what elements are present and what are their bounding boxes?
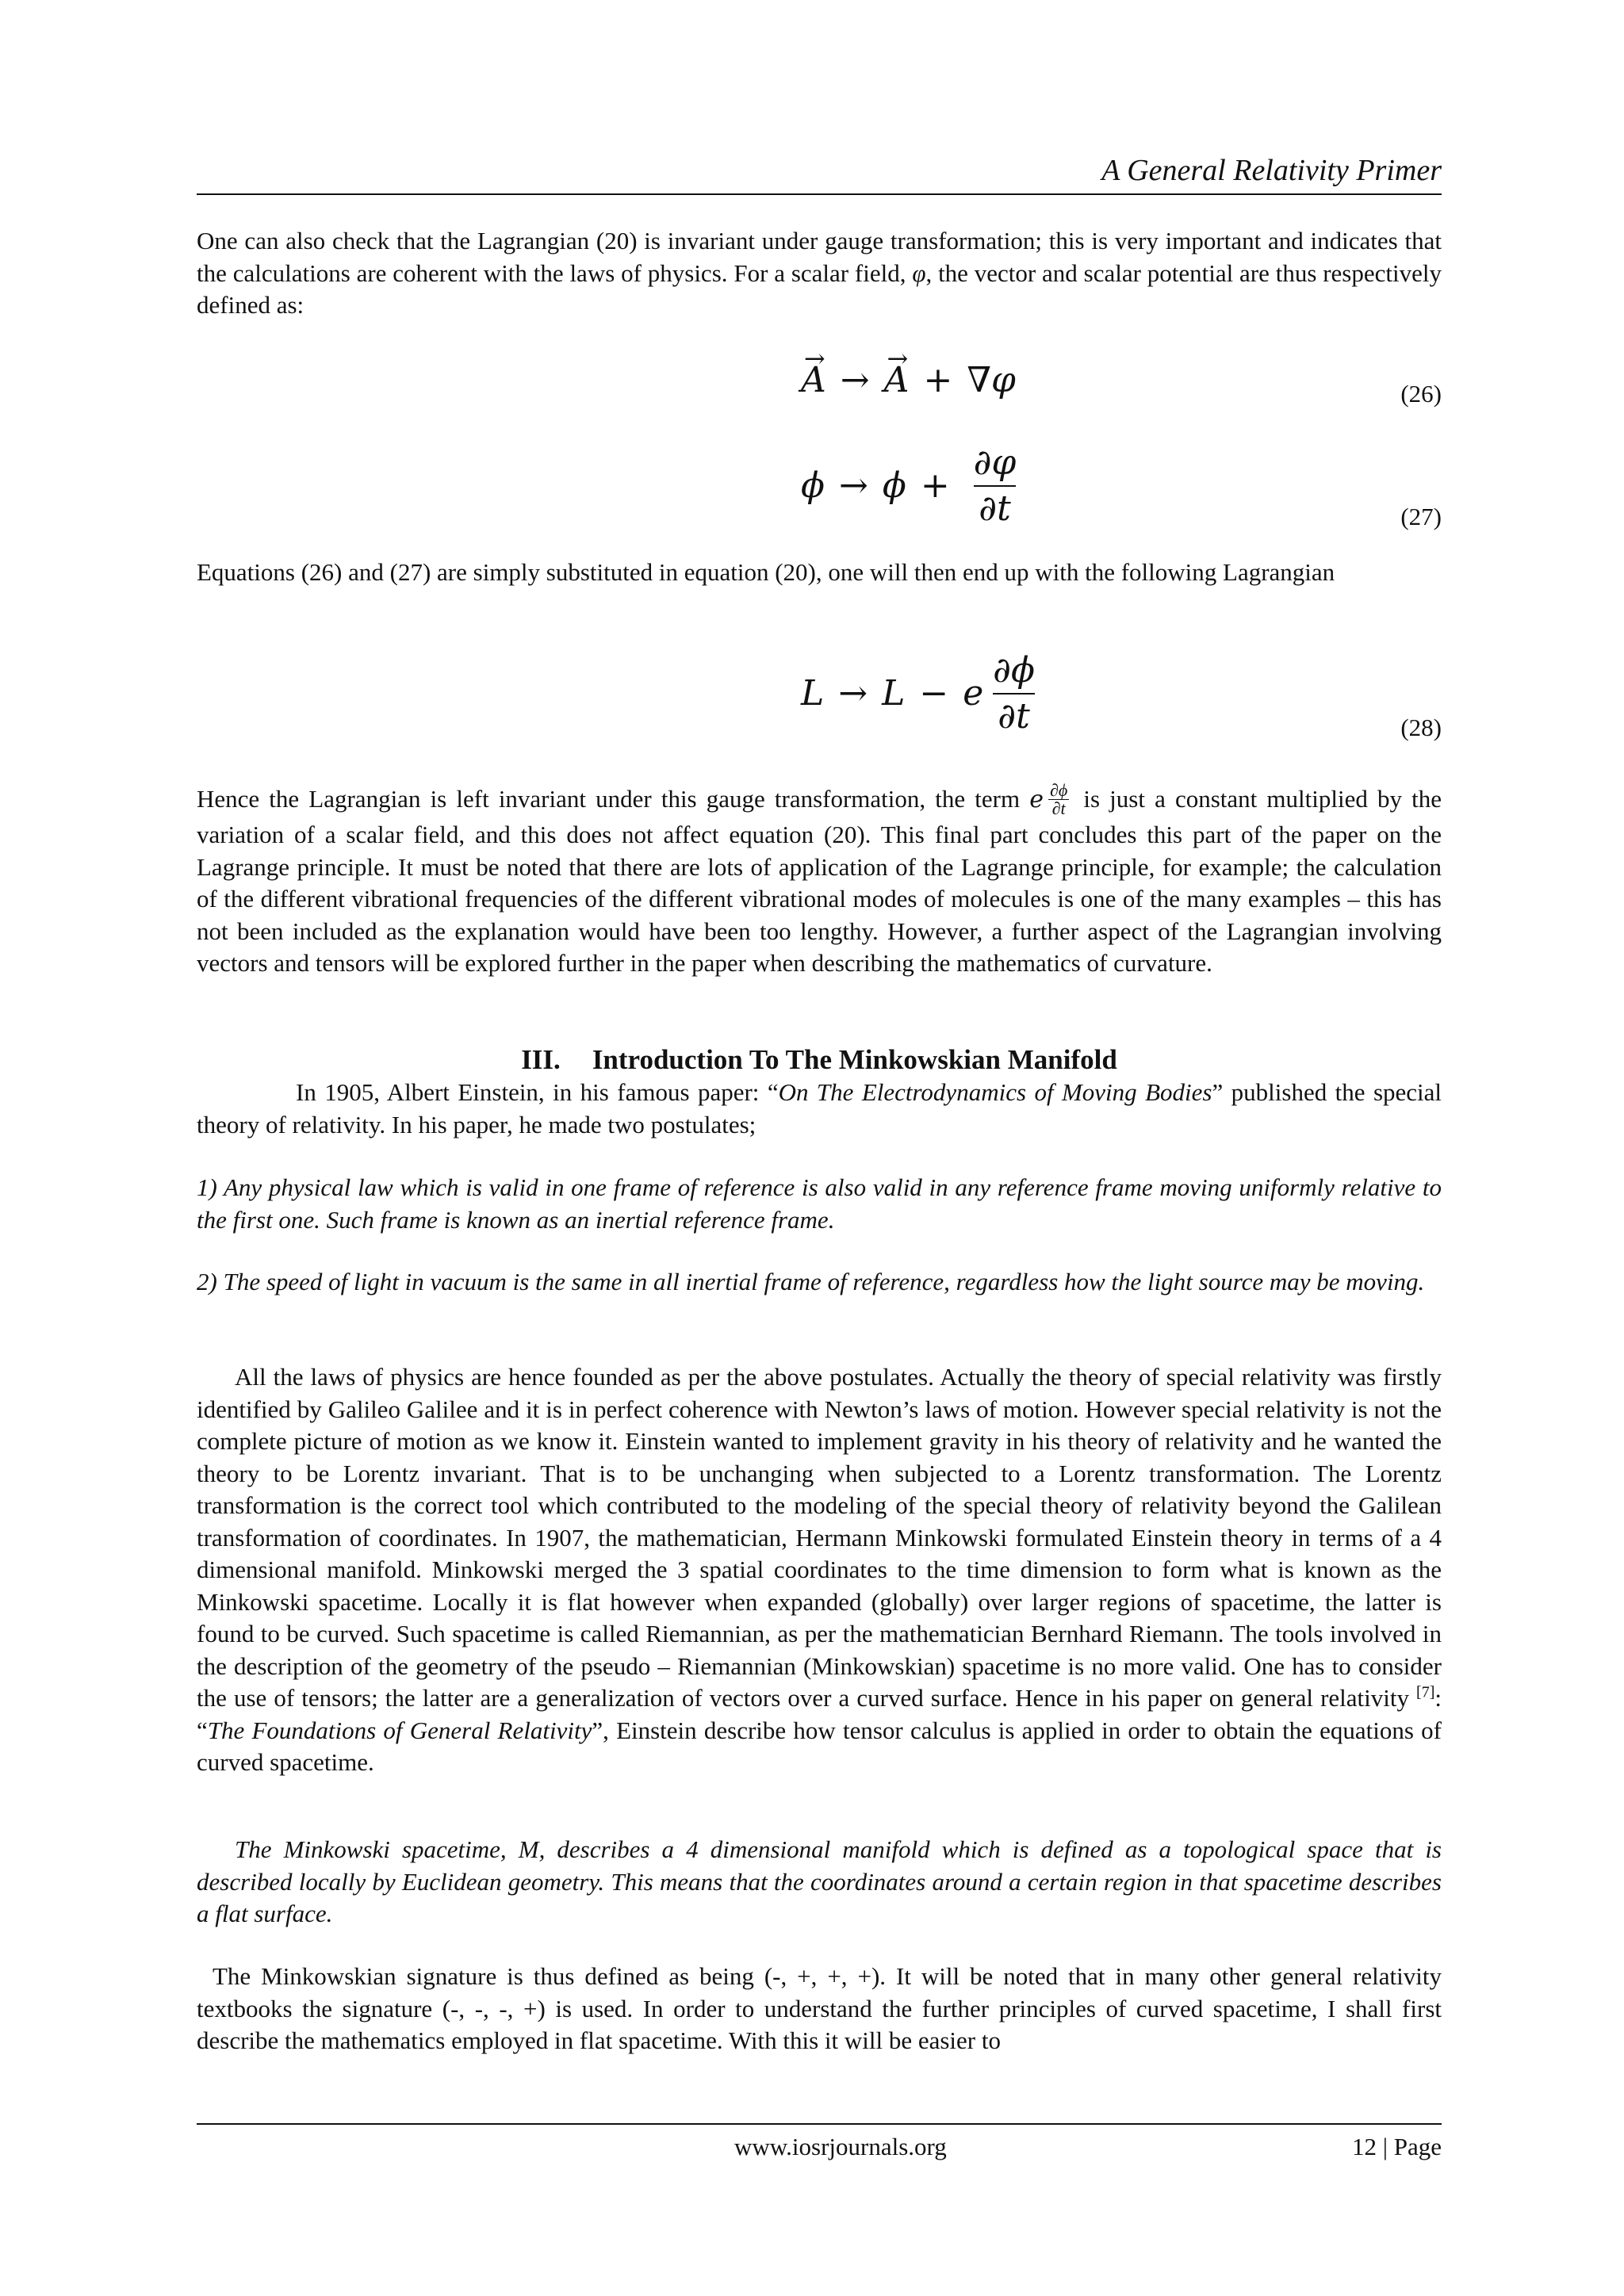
postulate-two: 2) The speed of light in vacuum is the same in all inertial frame of reference, regardless how the light source may be moving. (197, 1268, 1425, 1295)
footer-website: www.iosrjournals.org (734, 2133, 947, 2160)
section-heading: III. Introduction To The Minkowskian Manifold (521, 1044, 1117, 1075)
document-page: A General Relativity Primer One can also check that the Lagrangian (20) is invariant under gauge transformation; this is very important and indicates that the calculations are coherent with the laws of physics. For a scalar field, φ, the vector and scalar potential are thus respectively defined as: → A → → A + ∇φ (26) ϕ → ϕ + $\frac{\partial\varphi}{\partial t}$ (27) Equations (26) and (27) are simply substituted in equation (20), one will then end up with the following Lagrangian L → L − e $\frac{\partial\phi}{\partial t}$ (28) Hence the Lagrangian is left invariant under this gauge transformation, the term e $\frac{\partial\phi}{\partial t}$ is just a constant multiplied by the variation of a scalar field, and this does not affect equation (20). This final part concludes this part of the paper on the Lagrange principle. It must be noted that there are lots of application of the Lagrange principle, for example; the calculation of the different vibrational frequencies of the different vibrational modes of molecules is one of the many examples – this has not been included as the explanation would have been too lengthy. However, a further aspect of the Lagrangian involving vectors and tensors will be explored further in the paper when describing the mathematics of curvature. III. Introduction To The Minkowskian Manifold In 1905, Albert Einstein, in his famous paper: “On The Electrodynamics of Moving Bodies” published the special theory of relativity. In his paper, he made two postulates; 1) Any physical law which is valid in one frame of reference is also valid in any reference frame moving uniformly relative to the first one. Such frame is known as an inertial reference frame. 2) The speed of light in vacuum is the same in all inertial frame of reference, regardless how the light source may be moving. All the laws of physics are hence founded as per the above postulates. Actually the theory of special relativity was firstly identified by Galileo Galilee and it is in perfect coherence with Newton’s laws of motion. However special relativity is not the complete picture of motion as we know it. Einstein wanted to implement gravity in his theory of relativity and he wanted the theory to be Lorentz invariant. That is to be unchanging when subjected to a Lorentz transformation. The Lorentz transformation is the correct tool which contributed to the modeling of the special theory of relativity beyond the Galilean transformation of coordinates. In 1907, the mathematician, Hermann Minkowski formulated Einstein theory in terms of a 4 dimensional manifold. Minkowski merged the 3 spatial coordinates to the time dimension to form what is known as the Minkowski spacetime. Locally it is flat however when expanded (globally) over larger regions of spacetime, the latter is found to be curved. Such spacetime is called Riemannian, as per the mathematician Bernhard Riemann. The tools involved in the description of the geometry of the pseudo – Riemannian (Minkowskian) spacetime is no more valid. One has to consider the use of tensors; the latter are a generalization of vectors over a curved surface. Hence in his paper on general relativity [7]: “The Foundations of General Relativity”, Einstein describe how tensor calculus is applied in order to obtain the equations of curved spacetime. The Minkowski spacetime, M, describes a 4 dimensional manifold which is defined as a topological space that is described locally by Euclidean geometry. This means that the coordinates around a certain region in that spacetime describes a flat surface. The Minkowskian signature is thus defined as being (-, +, +, +). It will be noted that in many other general relativity textbooks the signature (-, -, -, +) is used. In order to understand the further principles of curved spacetime, I shall first describe the mathematics employed in flat spacetime. With this it will be easier to www.iosrjournals.org 12 | Page (0, 0, 1624, 2296)
paragraph-invariance-conclusion: Hence the Lagrangian is left invariant under this gauge transformation, the term e $\frac{\partial\phi}{\partial t}$ is just a constant multiplied by the variation of a scalar field, and this does not affect equation (20). This final part concludes this part of the paper on the Lagrange principle. It must be noted that there are lots of application of the Lagrange principle, for example; the calculation of the different vibrational frequencies of the different vibrational modes of molecules is one of the many examples – this has not been included as the explanation would have been too lengthy. However, a further aspect of the Lagrangian involving vectors and tensors will be explored further in the paper when describing the mathematics of curvature. (197, 780, 1442, 978)
paragraph-signature: The Minkowskian signature is thus defined as being (-, +, +, +). It will be noted that in many other general relativity textbooks the signature (-, -, -, +) is used. In order to understand the further principles of curved spacetime, I shall first describe the mathematics employed in flat spacetime. With this it will be easier to (197, 1962, 1442, 2054)
citation-ref: [7] (1416, 1683, 1435, 1701)
paragraph-einstein-1905: In 1905, Albert Einstein, in his famous paper: “On The Electrodynamics of Moving Bodies” published the special theory of relativity. In his paper, he made two postulates; (197, 1078, 1442, 1138)
paragraph-minkowski-definition: The Minkowski spacetime, M, describes a 4 dimensional manifold which is defined as a topological space that is described locally by Euclidean geometry. This means that the coordinates around a certain region in that spacetime describes a flat surface. (197, 1835, 1442, 1927)
fraction: $\frac{\partial\phi}{\partial t}$ (993, 650, 1035, 737)
page-number: 12 | Page (1352, 2133, 1442, 2160)
phi-symbol: φ (912, 258, 926, 287)
paragraph-special-relativity: All the laws of physics are hence founded as per the above postulates. Actually the theory of special relativity was firstly identified by Galileo Galilee and it is in perfect coherence with Newton’s laws of motion. However special relativity is not the complete picture of motion as we know it. Einstein wanted to implement gravity in his theory of relativity and he wanted the theory to be Lorentz invariant. That is to be unchanging when subjected to a Lorentz transformation. The Lorentz transformation is the correct tool which contributed to the modeling of the special theory of relativity beyond the Galilean transformation of coordinates. In 1907, the mathematician, Hermann Minkowski formulated Einstein theory in terms of a 4 dimensional manifold. Minkowski merged the 3 spatial coordinates to the time dimension to form what is known as the Minkowski spacetime. Locally it is flat however when expanded (globally) over larger regions of spacetime, the latter is found to be curved. Such spacetime is called Riemannian, as per the mathematician Bernhard Riemann. The tools involved in the description of the geometry of the pseudo – Riemannian (Minkowskian) spacetime is no more valid. One has to consider the use of tensors; the latter are a generalization of vectors over a curved surface. Hence in his paper on general relativity [7]: “The Foundations of General Relativity”, Einstein describe how tensor calculus is applied in order to obtain the equations of curved spacetime. (197, 1363, 1442, 1776)
inline-fraction: $\frac{\partial\phi}{\partial t}$ (1049, 780, 1068, 819)
fraction: $\frac{\partial\varphi}{\partial t}$ (973, 442, 1017, 529)
running-title: A General Relativity Primer (1101, 154, 1442, 187)
equation-number: (26) (1400, 380, 1442, 408)
equation-number: (28) (1400, 714, 1442, 741)
paragraph-substitution: Equations (26) and (27) are simply substituted in equation (20), one will then end up with the following Lagrangian (197, 558, 1335, 586)
equation-number: (27) (1400, 503, 1442, 530)
footer-rule (197, 2123, 1442, 2125)
postulate-one: 1) Any physical law which is valid in one frame of reference is also valid in any reference frame moving uniformly relative to the first one. Such frame is known as an inertial reference frame. (197, 1173, 1442, 1234)
paragraph-gauge-invariance: One can also check that the Lagrangian (20) is invariant under gauge transformation; this is very important and indicates that the calculations are coherent with the laws of physics. For a scalar field, φ, the vector and scalar potential are thus respectively defined as: (197, 227, 1442, 319)
header-rule (197, 193, 1442, 195)
